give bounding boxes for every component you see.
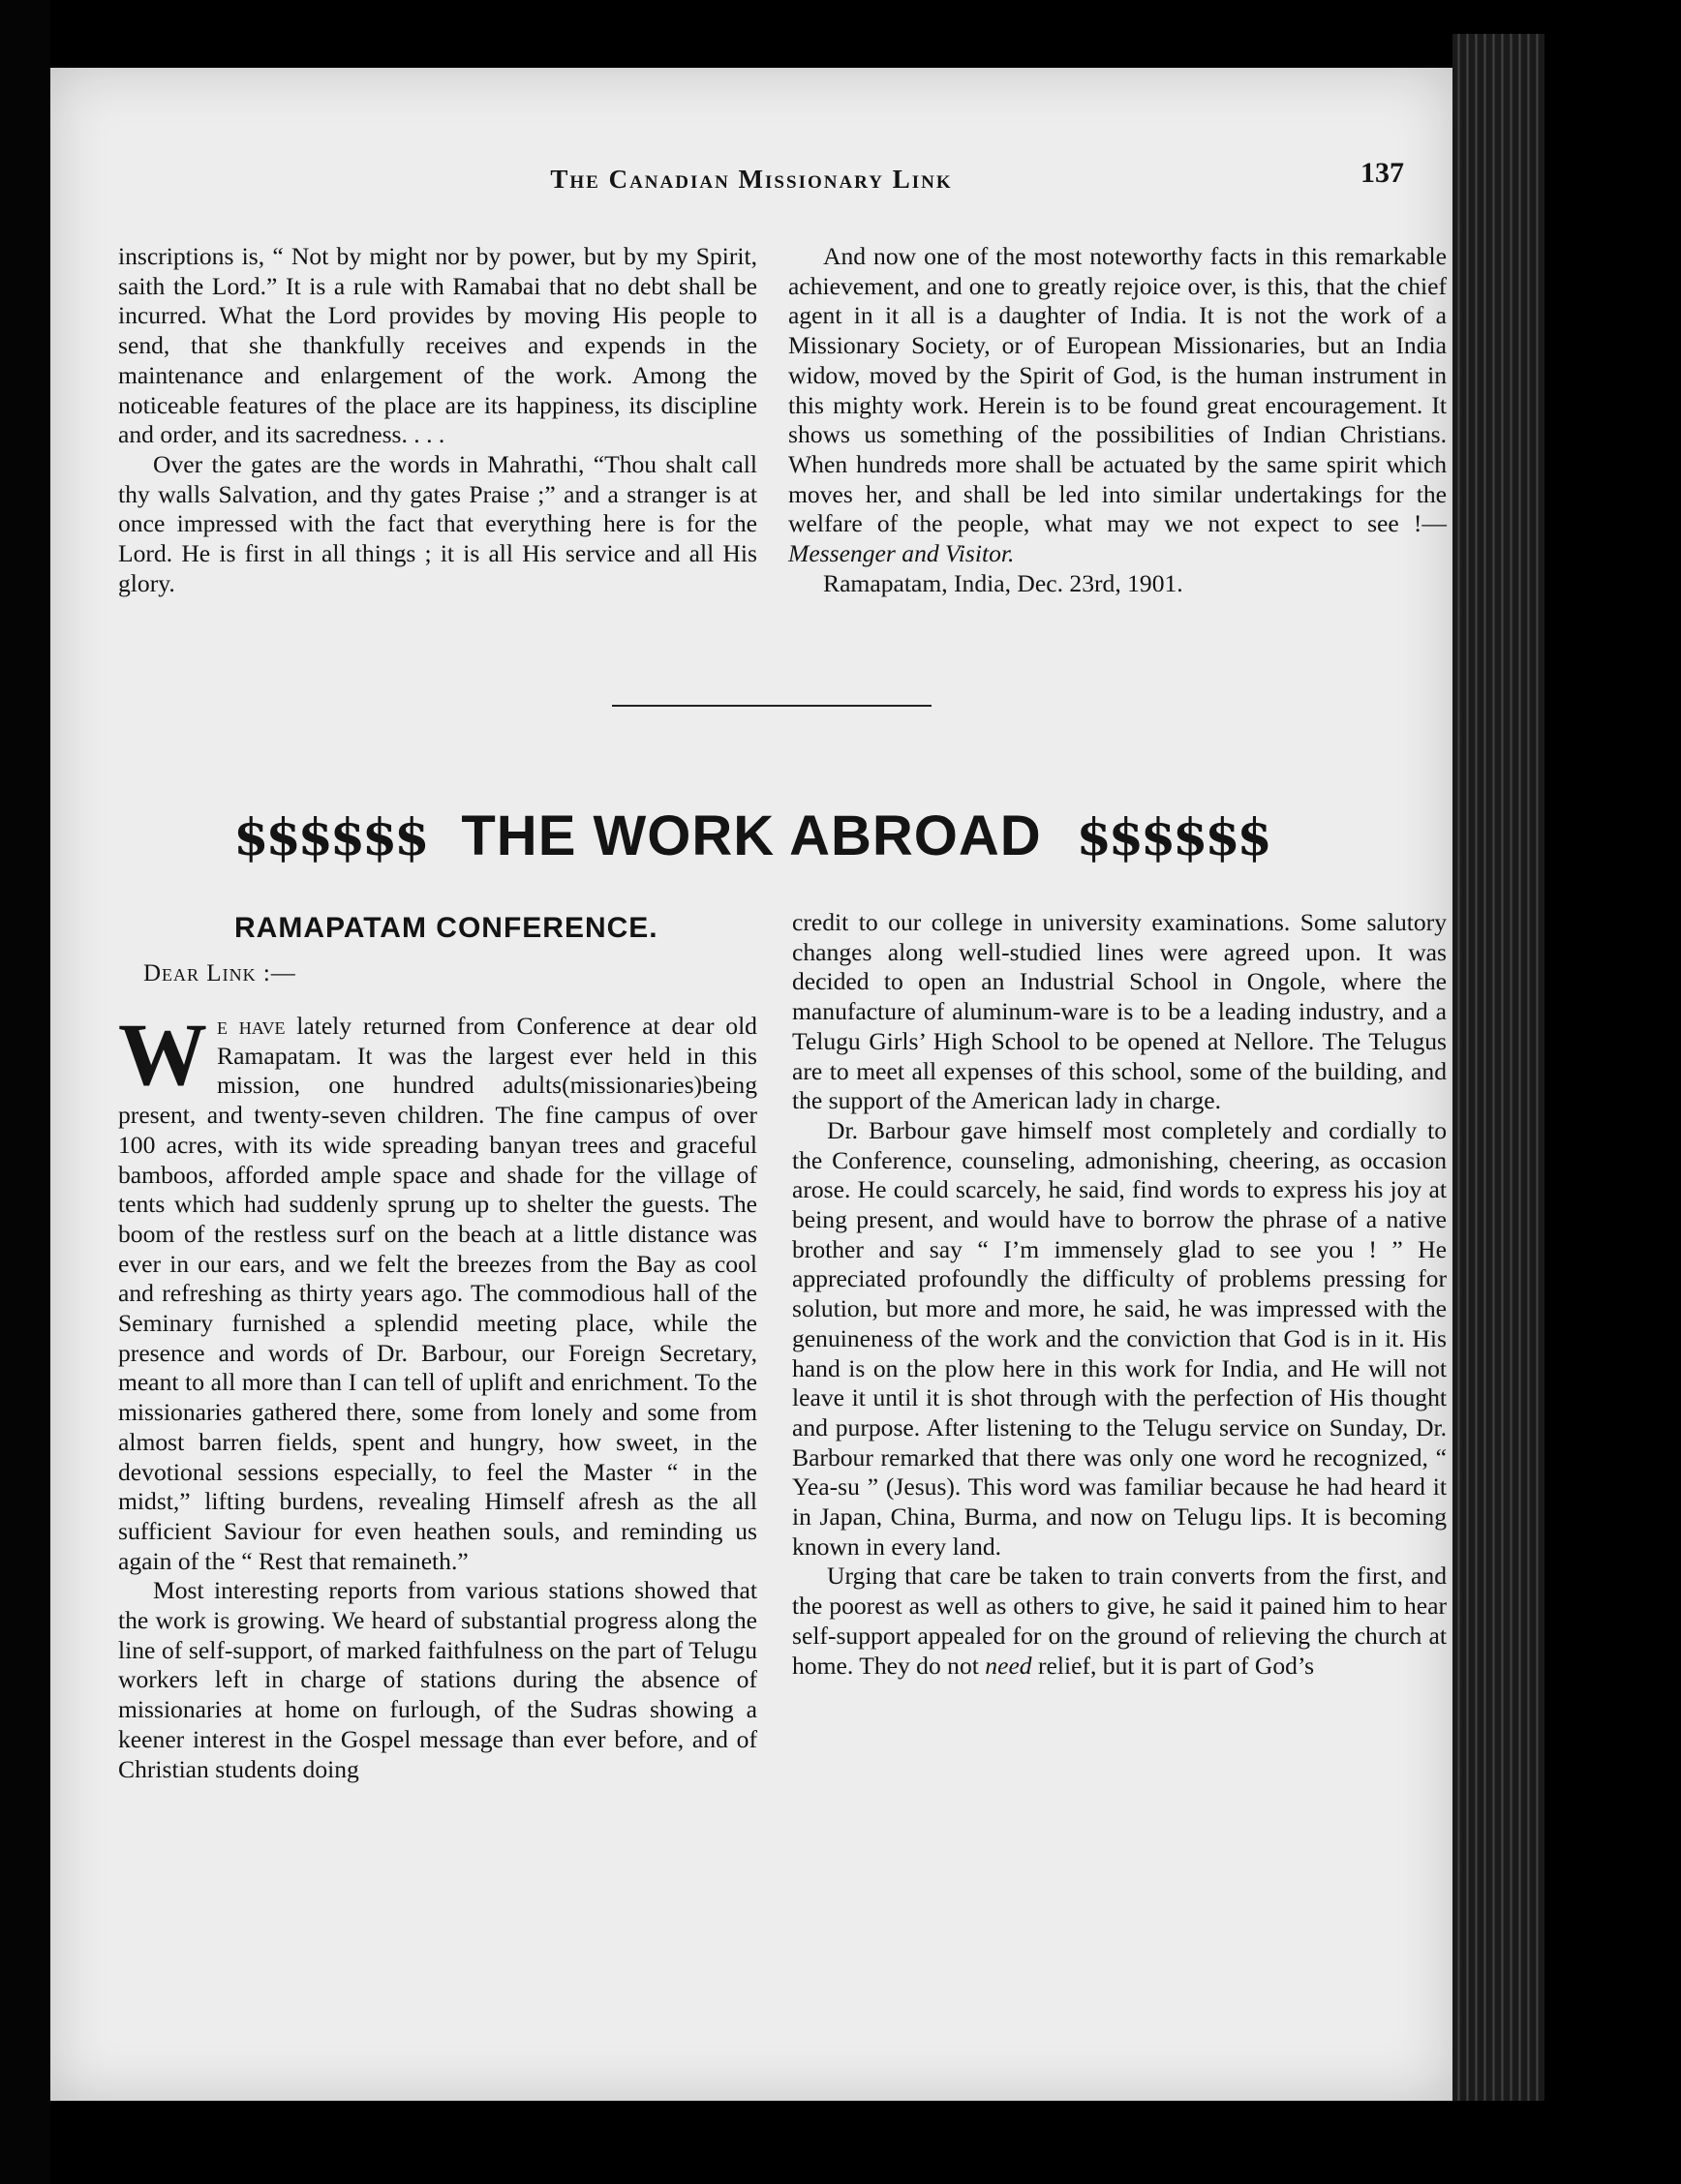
emphasis: need xyxy=(985,1651,1032,1680)
dateline: Ramapatam, India, Dec. 23rd, 1901. xyxy=(823,568,1183,597)
page-number: 137 xyxy=(1360,157,1404,189)
page xyxy=(50,68,1452,2101)
article-column-right xyxy=(792,908,1447,1681)
book-left-edge xyxy=(0,0,50,2184)
ornament-right: $$$$$$ xyxy=(1076,808,1269,867)
paragraph: Most interesting reports from various stations showed that the work is growing. We heard of substantial progress along the line of self-support, of marked faithfulness on the part of Telugu workers left in charge of stations during the absence of missionaries at home on furlough, of the Sudras showing a keener interest in the Gospel message than ever before, and of Christian students doing xyxy=(118,1576,757,1783)
top-column-right xyxy=(788,242,1447,598)
section-banner xyxy=(50,804,1452,868)
paragraph xyxy=(788,242,1447,569)
paragraph-text: And now one of the most noteworthy facts in this remarkable achievement, and one to greatly rejoice over, is this, that the chief agent in it all is a daughter of India. It is not the work of a Missionary Society, or of European Missionaries, but an India widow, moved by the Spirit of God, is the human instrument in this mighty work. Herein is to be found great encouragement. It shows us something of the possibilities of Indian Christians. When hundreds more shall be actuated by the same spirit which moves her, and shall be led into similar undertakings for the welfare of the people, what may we not expect to see !— xyxy=(788,242,1447,538)
top-column-left xyxy=(118,242,757,598)
paragraph xyxy=(792,1562,1447,1681)
paragraph: Over the gates are the words in Mahrathi, “Thou shalt call thy walls Salvation, and thy gates Praise ;” and a stranger is at once impressed with the fact that everything here is for the Lord. He is first in all things ; it is all His service and all His glory. xyxy=(118,449,757,597)
salutation: Dear Link :— xyxy=(143,960,296,986)
article-title: RAMAPATAM CONFERENCE. xyxy=(234,912,658,944)
paragraph-text: Urging that care be taken to train converts from the first, and the poorest as well as others to give, he said it pained him to hear self-support appealed for on the ground of relieving the church at home. They do not xyxy=(792,1562,1447,1680)
paragraph: credit to our college in university examinations. Some salutory changes along well-studied lines were agreed upon. It was decided to open an Industrial School in Ongole, where the manufacture of aluminum-ware is to be a leading industry, and a Telugu Girls’ High School to be opened at Nellore. The Telugus are to meet all expenses of this school, some of the building, and the support of the American lady in charge. xyxy=(792,908,1447,1115)
paragraph xyxy=(118,1005,757,1576)
article-column-left xyxy=(118,1005,757,1784)
drop-cap: W xyxy=(118,1005,207,1104)
paragraph: Dr. Barbour gave himself most completely and cordially to the Conference, counseling, admonishing, cheering, as occasion arose. He could scarcely, he said, find words to express his joy at being present, and would have to borrow the phrase of a native brother and say “ I’m immensely glad to see you ! ” He appreciated profoundly the difficulty of problems pressing for solution, but more and more, he said, he was impressed with the genuineness of the work and the conviction that God is in it. His hand is on the plow here in this work for India, and He will not leave it until it is shot through with the perfection of His thought and purpose. After listening to the Telugu service on Sunday, Dr. Barbour remarked that there was only one word he recognized, “ Yea-su ” (Jesus). This word was familiar because he had heard it in Japan, China, Burma, and now on Telugu lips. It is becoming known in every land. xyxy=(792,1115,1447,1561)
paragraph-text: relief, but it is part of God’s xyxy=(1031,1651,1315,1680)
paragraph-text: lately returned from Conference at dear old Ramapatam. It was the largest ever held in this mission, one hundred adults(missionaries)being present, and twenty-seven children. The fine campus of over 100 acres, with its wide spreading banyan trees and graceful bamboos, afforded ample space and shade for the village of tents which had suddenly sprung up to shelter the guests. The boom of the restless surf on the beach at a little distance was ever in our ears, and we felt the breezes from the Bay as cool and refreshing as thirty years ago. The commodious hall of the Seminary furnished a splendid meeting place, while the presence and words of Dr. Barbour, our Foreign Secretary, meant to all more than I can tell of uplift and enrichment. To the missionaries gathered there, some from lonely and some from almost barren fields, spent and hungry, how sweet, in the devotional sessions especially, to feel the Master “ in the midst,” lifting burdens, revealing Himself afresh as the all sufficient Saviour for even heathen souls, and reminding us again of the “ Rest that remaineth.” xyxy=(118,1012,757,1575)
page-edges xyxy=(1452,34,1544,2101)
ornament-left: $$$$$$ xyxy=(233,808,427,867)
section-divider xyxy=(612,705,932,707)
running-head: The Canadian Missionary Link xyxy=(550,165,953,194)
banner-title: THE WORK ABROAD xyxy=(461,804,1042,867)
source-citation: Messenger and Visitor. xyxy=(788,539,1015,568)
lead-smallcaps: e have xyxy=(217,1012,286,1040)
paragraph: inscriptions is, “ Not by might nor by power, but by my Spirit, saith the Lord.” It is a rule with Ramabai that no debt shall be incurred. What the Lord provides by moving His people to send, that she thankfully receives and expends in the maintenance and enlargement of the work. Among the noticeable features of the place are its happiness, its discipline and order, and its sacredness. . . . xyxy=(118,242,757,449)
